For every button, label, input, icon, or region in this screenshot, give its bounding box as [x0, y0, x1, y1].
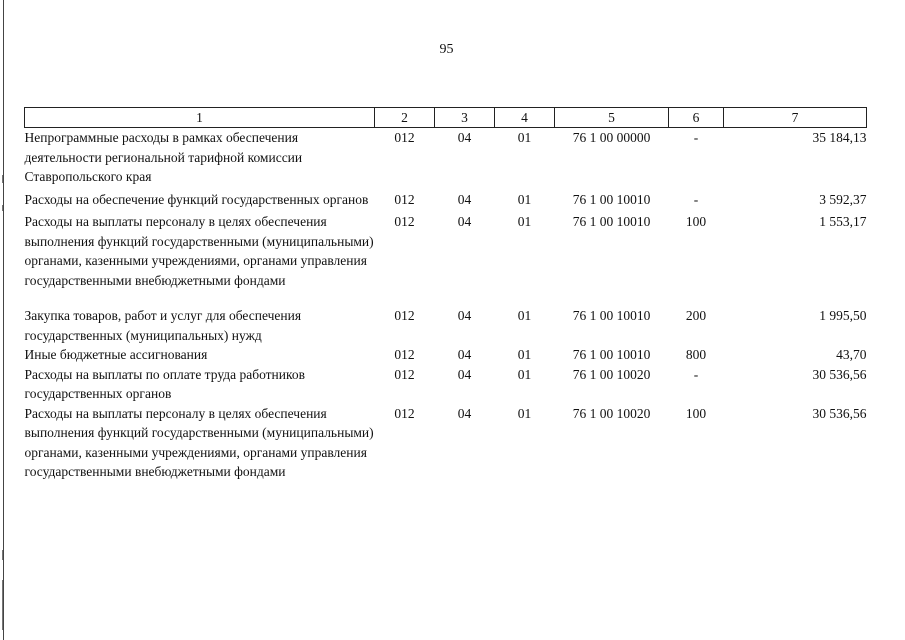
expense-type-code: -: [693, 130, 699, 145]
target-article-code: 76 1 00 10020: [572, 366, 651, 382]
column-header: 5: [555, 108, 669, 128]
target-article-code: 76 1 00 10010: [572, 347, 651, 362]
section-code: 04: [457, 347, 472, 362]
expense-type-code: -: [693, 366, 699, 382]
table-header-row: [25, 108, 867, 128]
expense-type-code: 200: [685, 308, 707, 323]
scan-mark: [2, 580, 3, 630]
expense-name: Расходы на выплаты персоналу в целях обеспечения выполнения функций государственными (муниципальными) органами, казенными учреждениями, органами управления государственными внебюджетными фондами: [24, 405, 374, 479]
section-code: 04: [457, 191, 472, 207]
ministry-code: 012: [394, 214, 415, 229]
column-header: 4: [495, 108, 555, 128]
target-article-code: 76 1 00 10010: [572, 214, 651, 229]
table-row: [25, 128, 867, 190]
table-row: [25, 190, 867, 213]
ministry-code: 012: [394, 308, 415, 323]
subsection-code: 01: [517, 405, 532, 421]
expense-name: Иные бюджетные ассигнования: [24, 347, 208, 362]
section-code: 04: [457, 214, 472, 229]
expense-type-code: 100: [685, 214, 707, 229]
amount: 43,70: [836, 347, 867, 362]
amount: 30 536,56: [812, 405, 867, 421]
amount: 35 184,13: [812, 130, 867, 145]
subsection-code: 01: [517, 214, 532, 229]
column-header: 2: [375, 108, 435, 128]
section-code: 04: [457, 405, 472, 421]
table-row: [25, 345, 867, 365]
amount: 3 592,37: [819, 191, 867, 207]
subsection-code: 01: [517, 347, 532, 362]
expense-type-code: -: [693, 191, 699, 207]
expense-type-code: 100: [685, 405, 707, 421]
subsection-code: 01: [517, 130, 532, 145]
expense-type-code: 800: [685, 347, 707, 362]
column-header: 7: [724, 108, 867, 128]
table-row: [25, 404, 867, 482]
section-code: 04: [457, 130, 472, 145]
expense-name: Закупка товаров, работ и услуг для обеспечения государственных (муниципальных) нужд: [24, 308, 302, 343]
ministry-code: 012: [394, 405, 415, 421]
expense-name: Расходы на обеспечение функций государственных органов: [24, 191, 369, 207]
ministry-code: 012: [394, 366, 415, 382]
target-article-code: 76 1 00 10010: [572, 191, 651, 207]
scan-mark: [2, 175, 3, 183]
section-code: 04: [457, 366, 472, 382]
subsection-code: 01: [517, 191, 532, 207]
expense-name: Непрограммные расходы в рамках обеспечения деятельности региональной тарифной комиссии Ставропольского края: [24, 130, 303, 184]
scan-mark: [2, 205, 3, 211]
target-article-code: 76 1 00 10010: [572, 308, 651, 323]
table-row: [25, 365, 867, 404]
amount: 1 995,50: [819, 308, 867, 323]
column-header: 3: [435, 108, 495, 128]
section-code: 04: [457, 308, 472, 323]
amount: 1 553,17: [819, 214, 867, 229]
table-row: [25, 306, 867, 345]
subsection-code: 01: [517, 366, 532, 382]
target-article-code: 76 1 00 10020: [572, 405, 651, 421]
subsection-code: 01: [517, 308, 532, 323]
ministry-code: 012: [394, 191, 415, 207]
budget-table: [24, 107, 867, 482]
expense-name: Расходы на выплаты персоналу в целях обеспечения выполнения функций государственными (муниципальными) органами, казенными учреждениями, органами управления государственными внебюджетными фондами: [24, 214, 374, 288]
ministry-code: 012: [394, 130, 415, 145]
scan-mark: [2, 550, 3, 560]
table-row: [25, 212, 867, 306]
column-header: 6: [669, 108, 724, 128]
ministry-code: 012: [394, 347, 415, 362]
scan-left-edge: [3, 0, 4, 640]
target-article-code: 76 1 00 00000: [572, 130, 651, 145]
expense-name: Расходы на выплаты по оплате труда работников государственных органов: [24, 366, 305, 401]
page-number: 95: [439, 42, 454, 57]
amount: 30 536,56: [812, 366, 867, 382]
column-header: 1: [25, 108, 375, 128]
